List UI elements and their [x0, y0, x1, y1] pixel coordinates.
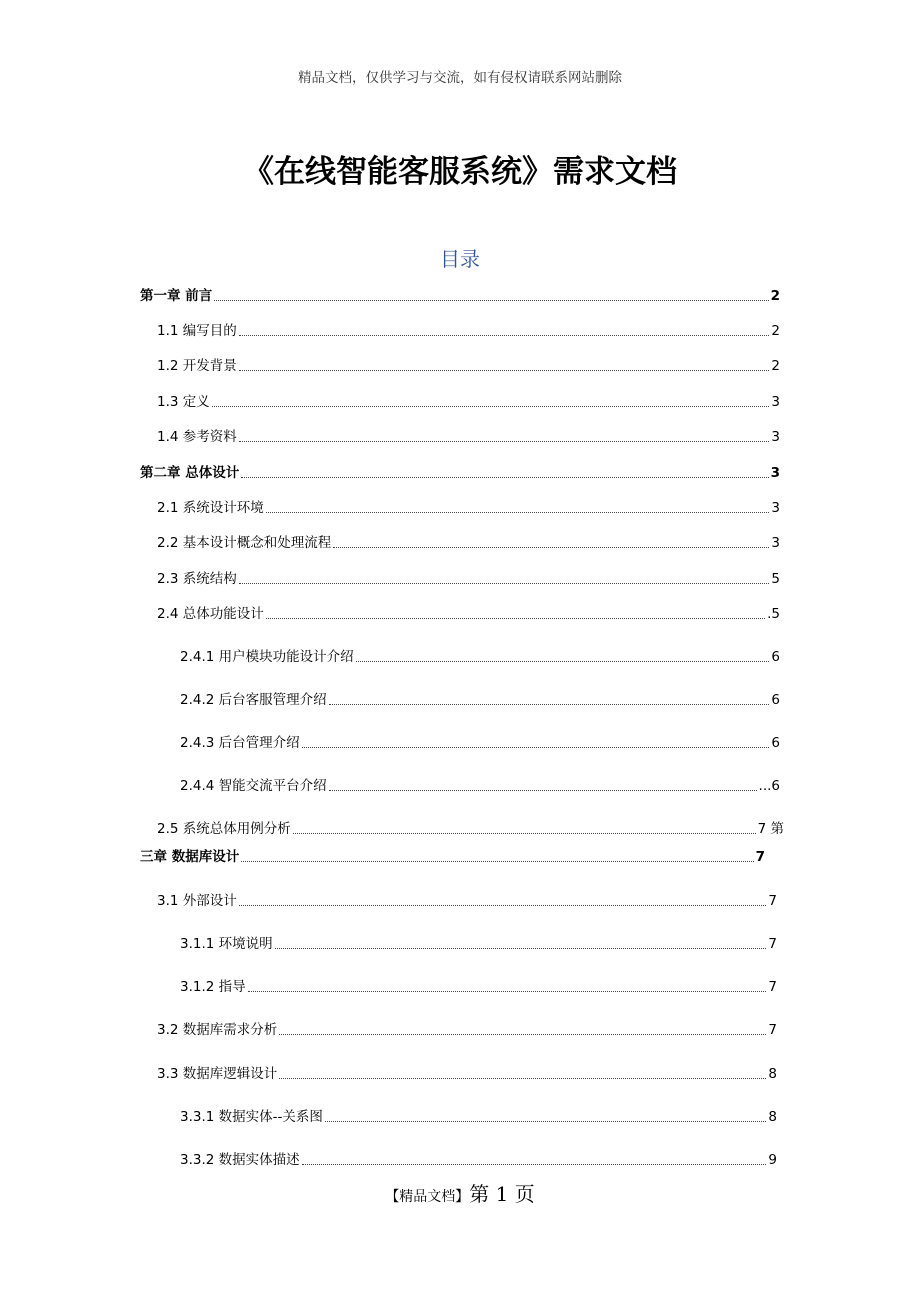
dot-leader	[239, 583, 770, 584]
dot-leader	[275, 948, 767, 949]
toc-entry-page: 8	[768, 1109, 777, 1125]
dot-leader	[212, 406, 770, 407]
dot-leader	[214, 300, 768, 301]
toc-entry[interactable]	[140, 848, 765, 866]
toc-entry-label: 1.3 定义	[157, 394, 210, 410]
dot-leader	[333, 547, 769, 548]
dot-leader	[239, 370, 770, 371]
toc-entry-page: 2	[771, 323, 780, 339]
dot-leader	[329, 704, 770, 705]
dot-leader	[356, 661, 770, 662]
toc-entry-page: 7	[768, 979, 777, 995]
toc-entry-label: 3.3.2 数据实体描述	[180, 1152, 300, 1168]
document-title: 《在线智能客服系统》需求文档	[243, 154, 677, 190]
toc-entry[interactable]	[180, 1151, 777, 1169]
toc-entry[interactable]	[157, 428, 780, 446]
toc-entry-page: 5	[771, 571, 780, 587]
toc-entry[interactable]	[157, 357, 780, 375]
toc-entry[interactable]	[180, 777, 780, 795]
toc-entry-label: 1.2 开发背景	[157, 358, 237, 374]
toc-entry-label: 3.3 数据库逻辑设计	[157, 1066, 278, 1082]
toc-entry[interactable]	[180, 978, 777, 996]
toc-entry-label: 1.4 参考资料	[157, 429, 237, 445]
toc-entry-label: 三章 数据库设计	[140, 849, 240, 865]
toc-entry[interactable]	[157, 534, 780, 552]
dot-leader	[302, 1164, 767, 1165]
toc-entry-page: 7	[755, 849, 765, 865]
dot-leader	[239, 335, 770, 336]
toc-entry-label: 1.1 编写目的	[157, 323, 237, 339]
toc-entry-label: 第二章 总体设计	[140, 465, 240, 481]
toc-entry-page: 7	[768, 893, 777, 909]
toc-entry-label: 3.1.1 环境说明	[180, 936, 273, 952]
toc-entry-page: 6	[771, 692, 780, 708]
toc-entry-label: 2.4 总体功能设计	[157, 606, 264, 622]
toc-entry-label: 第一章 前言	[140, 288, 213, 304]
dot-leader	[241, 861, 753, 862]
page-number: 第 1 页	[469, 1182, 535, 1206]
toc-entry[interactable]	[157, 393, 780, 411]
toc-entry[interactable]	[180, 1108, 777, 1126]
footer-brand: 【精品文档】	[385, 1189, 470, 1205]
toc-entry[interactable]	[157, 322, 780, 340]
toc-entry-label: 2.4.1 用户模块功能设计介绍	[180, 649, 354, 665]
toc-entry[interactable]	[180, 734, 780, 752]
dot-leader	[266, 512, 770, 513]
toc-entry[interactable]	[157, 1021, 777, 1039]
toc-entry-page: .5	[767, 606, 780, 622]
toc-entry-page: 8	[768, 1066, 777, 1082]
dot-leader	[293, 833, 756, 834]
toc-entry-label: 2.1 系统设计环境	[157, 500, 264, 516]
toc-entry-page: 2	[771, 358, 780, 374]
toc-entry-label: 2.4.3 后台管理介绍	[180, 735, 300, 751]
toc-entry-label: 2.5 系统总体用例分析	[157, 821, 291, 837]
toc-entry-page: 9	[768, 1152, 777, 1168]
toc-entry-label: 3.1 外部设计	[157, 893, 237, 909]
toc-entry[interactable]	[157, 605, 780, 623]
toc-entry[interactable]	[180, 648, 780, 666]
toc-entry-label: 2.4.2 后台客服管理介绍	[180, 692, 327, 708]
toc-entry[interactable]	[157, 892, 777, 910]
toc-entry-page: 7	[768, 1022, 777, 1038]
toc-entry-label: 3.3.1 数据实体--关系图	[180, 1109, 323, 1125]
toc-entry-page: 6	[771, 649, 780, 665]
toc-entry-page: ...6	[758, 778, 780, 794]
dot-leader	[241, 477, 768, 478]
dot-leader	[239, 441, 770, 442]
toc-entry-label: 3.2 数据库需求分析	[157, 1022, 278, 1038]
toc-heading: 目录	[440, 247, 480, 271]
dot-leader	[279, 1034, 766, 1035]
dot-leader	[329, 790, 757, 791]
toc-entry-page: 3	[771, 535, 780, 551]
toc-entry-label: 2.4.4 智能交流平台介绍	[180, 778, 327, 794]
toc-entry-page: 7 第	[757, 821, 784, 837]
toc-entry[interactable]	[157, 570, 780, 588]
toc-entry[interactable]	[157, 820, 784, 838]
toc-entry[interactable]	[157, 1065, 777, 1083]
toc-entry-page: 3	[771, 394, 780, 410]
toc-entry[interactable]	[157, 499, 780, 517]
dot-leader	[239, 905, 767, 906]
toc-entry[interactable]	[180, 691, 780, 709]
toc-entry-label: 2.3 系统结构	[157, 571, 237, 587]
toc-entry-label: 2.2 基本设计概念和处理流程	[157, 535, 332, 551]
toc-entry-page: 7	[768, 936, 777, 952]
dot-leader	[325, 1121, 767, 1122]
toc-entry-page: 3	[770, 465, 780, 481]
toc-entry-label: 3.1.2 指导	[180, 979, 246, 995]
dot-leader	[248, 991, 767, 992]
dot-leader	[266, 618, 765, 619]
dot-leader	[302, 747, 770, 748]
header-note: 精品文档，仅供学习与交流，如有侵权请联系网站删除	[298, 70, 622, 86]
dot-leader	[279, 1078, 766, 1079]
toc-entry-page: 3	[771, 500, 780, 516]
page-footer	[0, 1178, 920, 1207]
toc-entry-page: 6	[771, 735, 780, 751]
toc-entry[interactable]	[180, 935, 777, 953]
toc-entry[interactable]	[140, 287, 780, 305]
toc-entry[interactable]	[140, 464, 780, 482]
toc-entry-page: 3	[771, 429, 780, 445]
toc-entry-page: 2	[770, 288, 780, 304]
